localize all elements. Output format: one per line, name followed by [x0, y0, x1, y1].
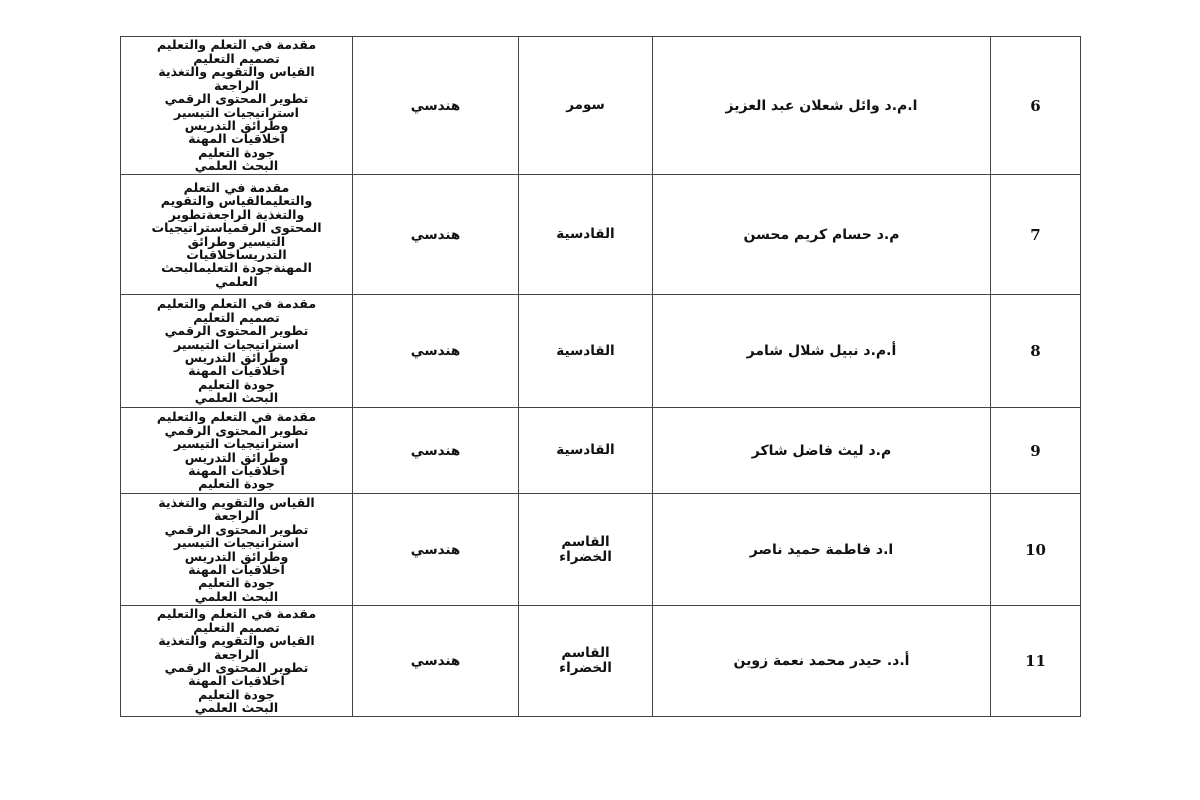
course-line: جودة التعليم	[198, 476, 275, 492]
courses-cell	[121, 175, 353, 295]
university-line: الخضراء	[559, 548, 612, 565]
course-line: مقدمة في التعلم والتعليم	[156, 606, 317, 622]
course-line: البحث العلمي	[194, 158, 279, 174]
course-line: وطرائق التدريس	[184, 548, 289, 564]
specialty-cell: هندسي	[353, 494, 519, 606]
name-cell: ا.د فاطمة حميد ناصر	[653, 494, 991, 606]
course-line: تطوير المحتوى الرقمي	[164, 422, 309, 438]
table-row	[121, 295, 1081, 408]
name-cell: أ.م.د نبيل شلال شامر	[653, 295, 991, 408]
course-line: العلمي	[215, 273, 258, 289]
course-line: تطوير المحتوى الرقمي	[164, 521, 309, 537]
table-row	[121, 606, 1081, 717]
course-line: وطرائق التدريس	[184, 350, 289, 365]
courses-cell	[121, 37, 353, 175]
course-line: تطوير المحتوى الرقمي	[164, 660, 309, 675]
university-line: القاسم	[561, 645, 610, 661]
course-line: القياس والتقويم والتغذية	[158, 494, 315, 510]
row-number-cell: 11	[991, 606, 1081, 717]
university-line: القادسية	[556, 342, 615, 359]
instructors-table	[120, 36, 1081, 717]
course-line: البحث العلمي	[194, 700, 279, 716]
row-number-cell: 6	[991, 37, 1081, 175]
course-line: جودة التعليم	[198, 144, 275, 160]
university-line: الخضراء	[559, 660, 612, 676]
course-line: القياس والتقويم والتغذية	[158, 633, 315, 649]
course-line: البحث العلمي	[194, 588, 279, 604]
specialty-cell: هندسي	[353, 606, 519, 717]
course-line: جودة التعليم	[198, 686, 275, 702]
course-line: المهنةجودة التعليمالبحث	[161, 260, 312, 276]
course-line: جودة التعليم	[198, 575, 275, 591]
university-cell	[519, 295, 653, 408]
university-line: القاسم	[561, 533, 610, 550]
course-line: اخلاقيات المهنة	[188, 673, 285, 689]
name-cell: م.د ليث فاضل شاكر	[653, 408, 991, 494]
course-line: استراتيجيات التيسير	[174, 104, 299, 120]
course-line: تطوير المحتوى الرقمي	[164, 91, 309, 107]
courses-cell	[121, 606, 353, 717]
row-number-cell: 8	[991, 295, 1081, 408]
course-line: الراجعة	[213, 77, 260, 93]
course-line: تصميم التعليم	[193, 50, 280, 66]
university-cell	[519, 494, 653, 606]
table-row	[121, 37, 1081, 175]
course-line: اخلاقيات المهنة	[188, 363, 285, 379]
course-line: استراتيجيات التيسير	[174, 336, 299, 352]
course-line: تطوير المحتوى الرقمي	[164, 323, 309, 339]
course-line: البحث العلمي	[194, 390, 279, 406]
table-row	[121, 175, 1081, 295]
specialty-cell: هندسي	[353, 37, 519, 175]
row-number-cell: 10	[991, 494, 1081, 606]
specialty-cell: هندسي	[353, 408, 519, 494]
course-line: اخلاقيات المهنة	[188, 131, 285, 147]
course-line: المحتوى الرقمياستراتيجيات	[151, 220, 322, 236]
specialty-cell: هندسي	[353, 295, 519, 408]
university-cell	[519, 37, 653, 175]
university-cell	[519, 175, 653, 295]
university-cell	[519, 606, 653, 717]
university-line: القادسية	[556, 226, 615, 242]
course-line: تصميم التعليم	[193, 309, 280, 325]
course-line: مقدمة في التعلم	[183, 179, 290, 195]
document-table-wrapper	[120, 36, 1080, 716]
name-cell: ا.م.د وائل شعلان عبد العزيز	[653, 37, 991, 175]
courses-cell	[121, 494, 353, 606]
course-line: استراتيجيات التيسير	[174, 535, 299, 551]
course-line: استراتيجيات التيسير	[174, 436, 299, 452]
course-line: وطرائق التدريس	[184, 449, 289, 465]
courses-cell	[121, 295, 353, 408]
row-number-cell: 9	[991, 408, 1081, 494]
table-row	[121, 494, 1081, 606]
course-line: الراجعة	[213, 646, 260, 662]
table-row	[121, 408, 1081, 494]
course-line: اخلاقيات المهنة	[188, 561, 285, 577]
row-number-cell: 7	[991, 175, 1081, 295]
course-line: وطرائق التدريس	[184, 117, 289, 133]
course-line: والتغذية الراجعةتطوير	[168, 206, 305, 222]
course-line: جودة التعليم	[198, 376, 275, 392]
university-line: القادسية	[556, 442, 615, 458]
course-line: التيسير وطرائق	[187, 233, 286, 249]
university-line: سومر	[566, 97, 605, 113]
course-line: تصميم التعليم	[193, 619, 280, 635]
course-line: والتعليمالقياس والتقويم	[160, 193, 313, 209]
course-line: مقدمة في التعلم والتعليم	[156, 296, 317, 312]
course-line: الراجعة	[213, 508, 260, 524]
course-line: مقدمة في التعلم والتعليم	[156, 37, 317, 53]
name-cell: م.د حسام كريم محسن	[653, 175, 991, 295]
course-line: مقدمة في التعلم والتعليم	[156, 409, 317, 425]
name-cell: أ.د. حيدر محمد نعمة زوين	[653, 606, 991, 717]
course-line: التدريساخلاقيات	[186, 246, 287, 262]
table-body	[121, 37, 1081, 717]
course-line: اخلاقيات المهنة	[188, 462, 285, 478]
specialty-cell: هندسي	[353, 175, 519, 295]
courses-cell	[121, 408, 353, 494]
university-cell	[519, 408, 653, 494]
course-line: القياس والتقويم والتغذية	[158, 64, 315, 80]
